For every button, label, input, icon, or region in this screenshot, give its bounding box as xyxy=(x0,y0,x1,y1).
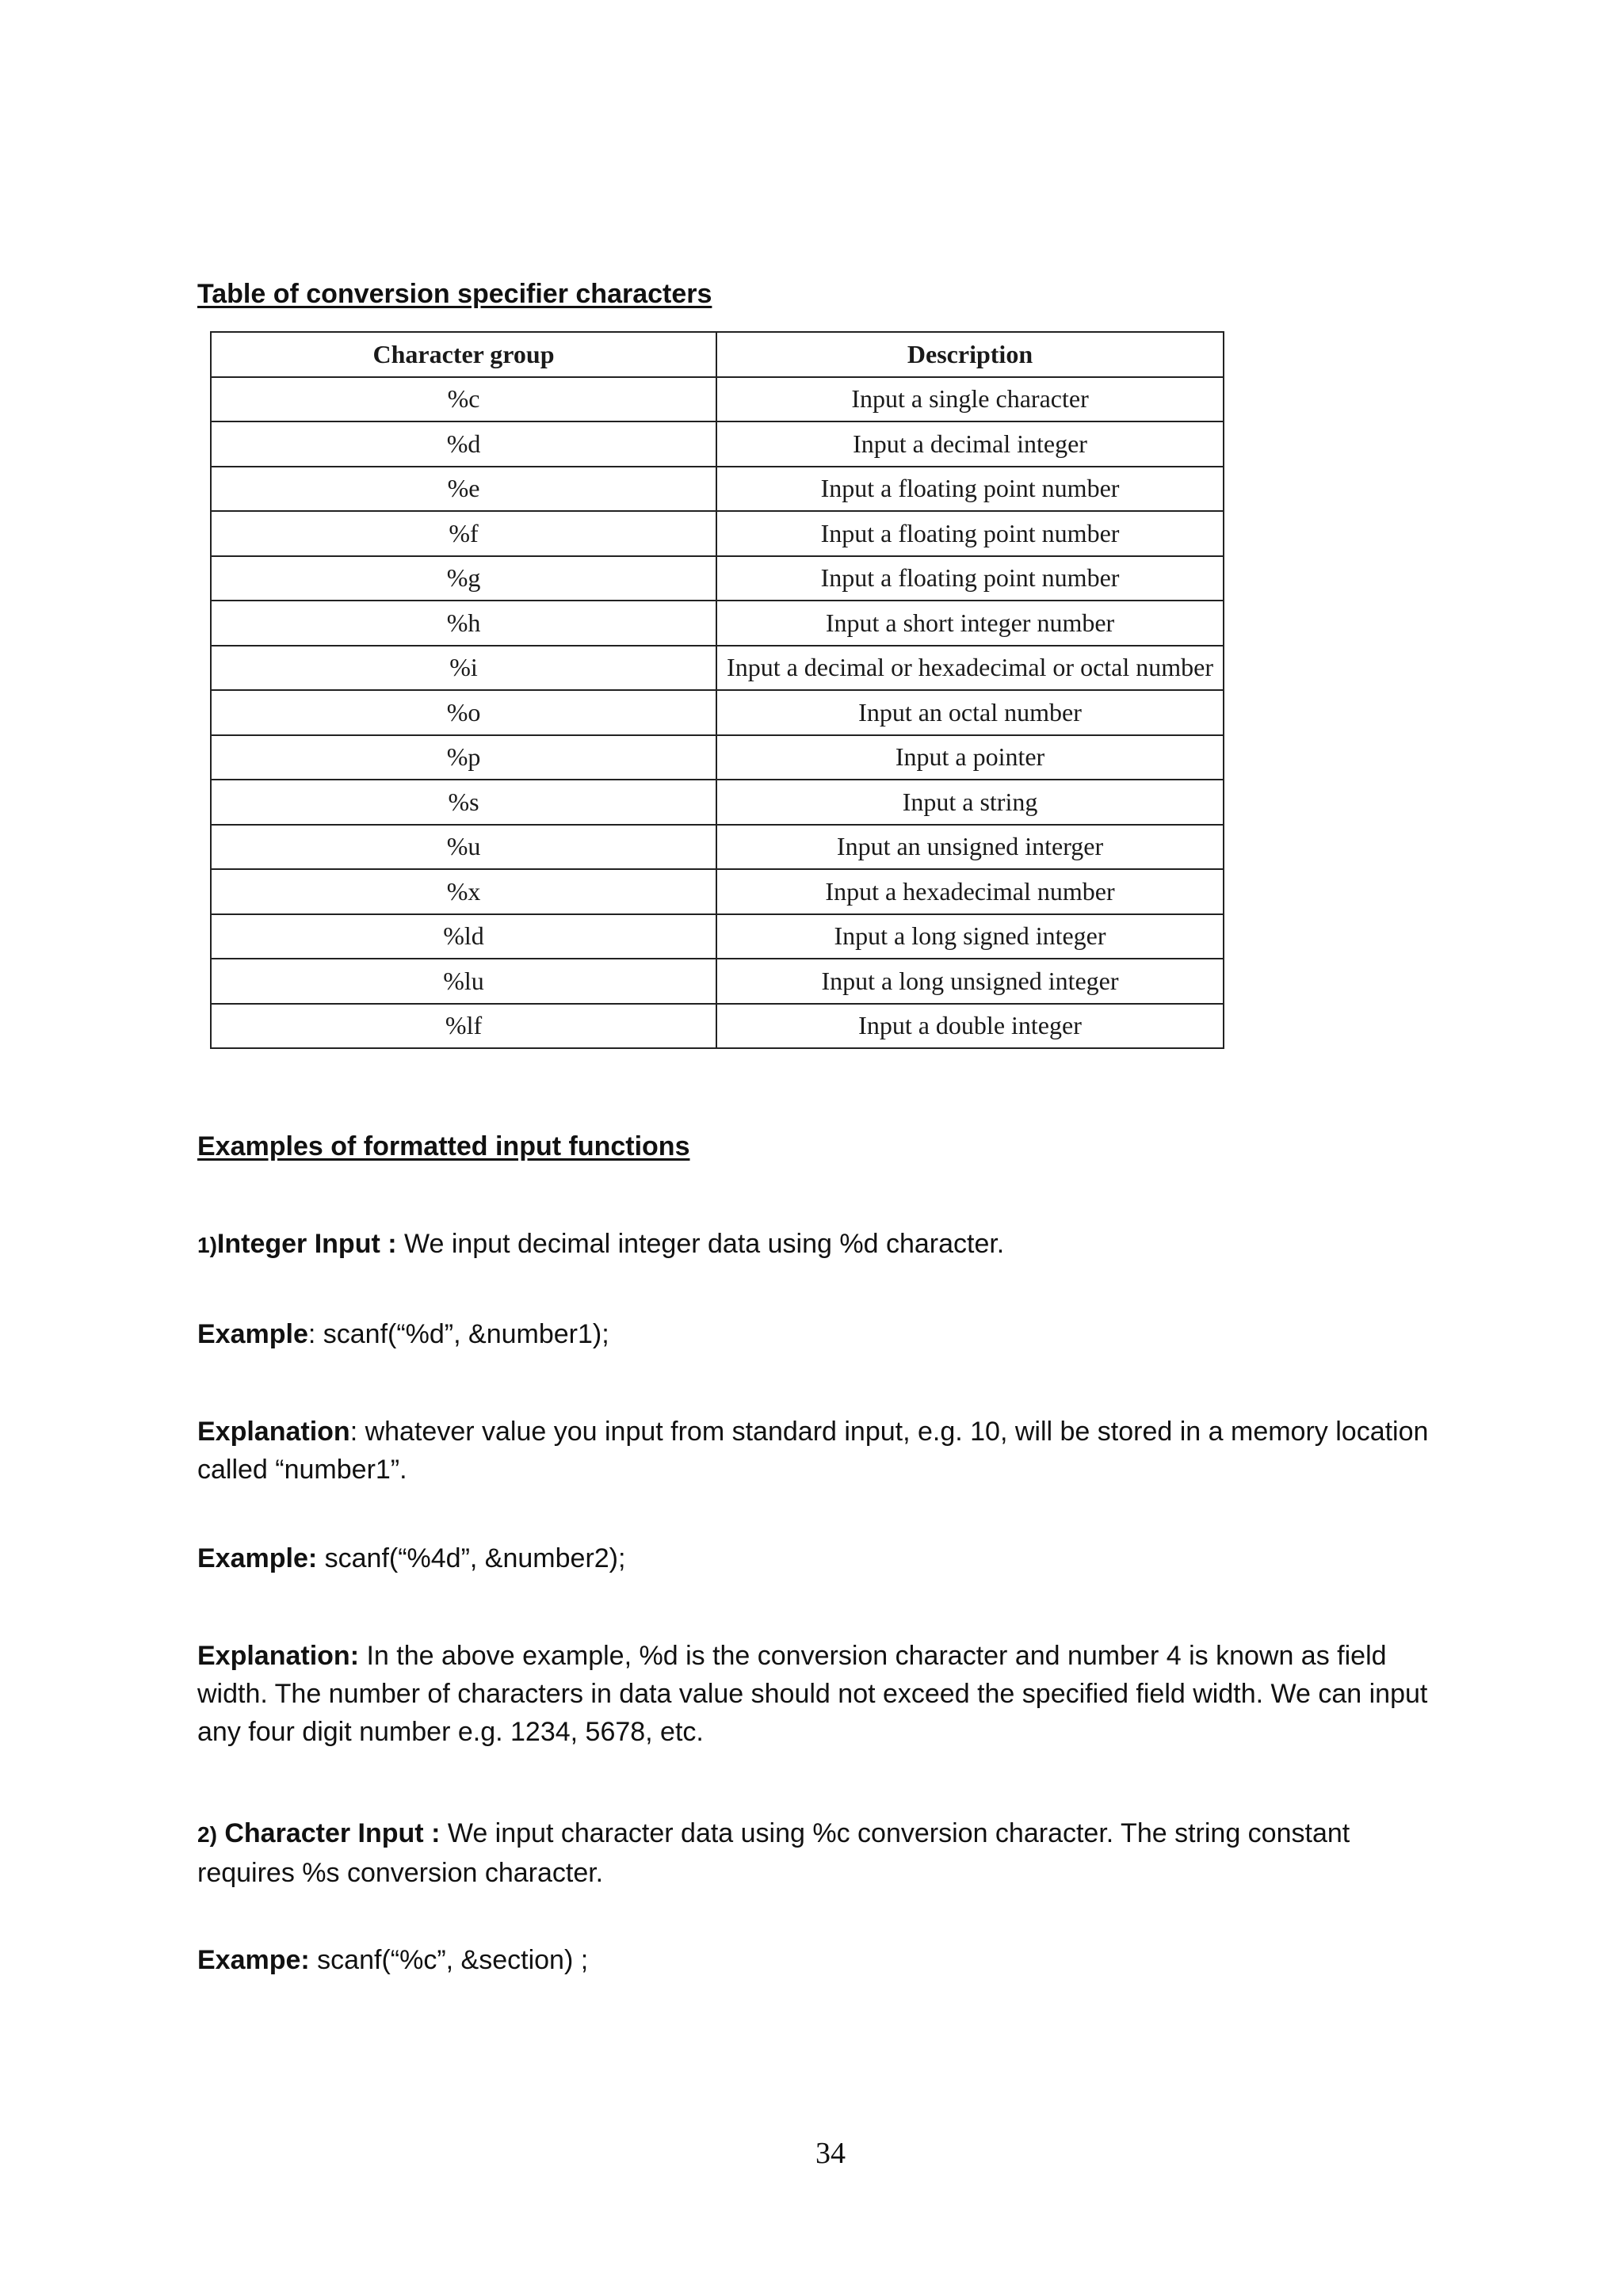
table-title: Table of conversion specifier characters xyxy=(197,279,712,309)
specifier-cell: %lf xyxy=(211,1004,716,1049)
specifier-cell: %ld xyxy=(211,914,716,959)
example-2-paragraph xyxy=(197,1539,1434,1577)
description-cell: Input a floating point number xyxy=(716,467,1224,512)
example-3-text: scanf(“%c”, &section) ; xyxy=(309,1945,589,1975)
description-cell: Input a pointer xyxy=(716,735,1224,780)
table-row xyxy=(211,825,1224,870)
description-cell: Input a short integer number xyxy=(716,601,1224,646)
examples-title: Examples of formatted input functions xyxy=(197,1131,690,1161)
specifier-cell: %p xyxy=(211,735,716,780)
specifier-cell: %f xyxy=(211,511,716,556)
example-1-text: : scanf(“%d”, &number1); xyxy=(307,1319,609,1349)
specifier-cell: %lu xyxy=(211,959,716,1004)
item-number: 1) xyxy=(197,1233,217,1257)
description-cell: Input a string xyxy=(716,780,1224,825)
specifier-cell: %c xyxy=(211,377,716,422)
header-description: Description xyxy=(716,332,1224,377)
table-row xyxy=(211,780,1224,825)
specifier-cell: %s xyxy=(211,780,716,825)
integer-input-paragraph xyxy=(197,1225,1434,1264)
description-cell: Input an octal number xyxy=(716,690,1224,735)
conversion-specifier-table xyxy=(210,331,1224,1049)
description-cell: Input a long signed integer xyxy=(716,914,1224,959)
example-3-label: Exampe: xyxy=(197,1945,310,1975)
table-row xyxy=(211,467,1224,512)
description-cell: Input a decimal integer xyxy=(716,421,1224,467)
description-cell: Input a single character xyxy=(716,377,1224,422)
table-body xyxy=(211,377,1224,1049)
character-input-text: We input character data using %c conversion character. The string constant requires %s conversion character. xyxy=(197,1818,1350,1888)
specifier-cell: %e xyxy=(211,467,716,512)
description-cell: Input an unsigned interger xyxy=(716,825,1224,870)
specifier-cell: %h xyxy=(211,601,716,646)
table-row xyxy=(211,690,1224,735)
character-input-label: Character Input : xyxy=(224,1818,441,1848)
specifier-cell: %o xyxy=(211,690,716,735)
page-number: 34 xyxy=(815,2137,846,2170)
integer-input-text: We input decimal integer data using %d character. xyxy=(396,1229,1005,1259)
description-cell: Input a hexadecimal number xyxy=(716,869,1224,914)
description-cell: Input a double integer xyxy=(716,1004,1224,1049)
table-row xyxy=(211,735,1224,780)
item-number: 2) xyxy=(197,1822,217,1847)
explanation-2-label: Explanation: xyxy=(197,1641,360,1671)
description-cell: Input a decimal or hexadecimal or octal number xyxy=(716,646,1224,691)
specifier-cell: %d xyxy=(211,421,716,467)
specifier-cell: %u xyxy=(211,825,716,870)
header-character-group: Character group xyxy=(211,332,716,377)
explanation-1-text: : whatever value you input from standard input, e.g. 10, will be stored in a memory location called “number1”. xyxy=(197,1417,1429,1485)
table-row xyxy=(211,377,1224,422)
description-cell: Input a floating point number xyxy=(716,511,1224,556)
table-row xyxy=(211,556,1224,601)
description-cell: Input a floating point number xyxy=(716,556,1224,601)
specifier-cell: %x xyxy=(211,869,716,914)
character-input-paragraph xyxy=(197,1814,1434,1892)
table-row xyxy=(211,421,1224,467)
explanation-2-text: In the above example, %d is the conversion character and number 4 is known as field width. The number of characters in data value should not exceed the specified field width. We can input any four digit number e.g. 1234, 5678, etc. xyxy=(197,1641,1428,1747)
table-row xyxy=(211,959,1224,1004)
example-3-paragraph xyxy=(197,1941,1434,1979)
specifier-cell: %g xyxy=(211,556,716,601)
table-row xyxy=(211,1004,1224,1049)
table-header-row xyxy=(211,332,1224,377)
specifier-cell: %i xyxy=(211,646,716,691)
explanation-1-paragraph xyxy=(197,1413,1434,1489)
table-row xyxy=(211,914,1224,959)
example-2-label: Example: xyxy=(197,1543,318,1573)
table-row xyxy=(211,511,1224,556)
example-1-paragraph xyxy=(197,1315,1434,1353)
integer-input-label: Integer Input : xyxy=(216,1229,397,1259)
example-2-text: scanf(“%4d”, &number2); xyxy=(317,1543,626,1573)
description-cell: Input a long unsigned integer xyxy=(716,959,1224,1004)
table-row xyxy=(211,646,1224,691)
example-1-label: Example xyxy=(197,1319,308,1349)
table-row xyxy=(211,601,1224,646)
explanation-1-label: Explanation xyxy=(197,1417,350,1447)
table-row xyxy=(211,869,1224,914)
explanation-2-paragraph xyxy=(197,1637,1434,1751)
